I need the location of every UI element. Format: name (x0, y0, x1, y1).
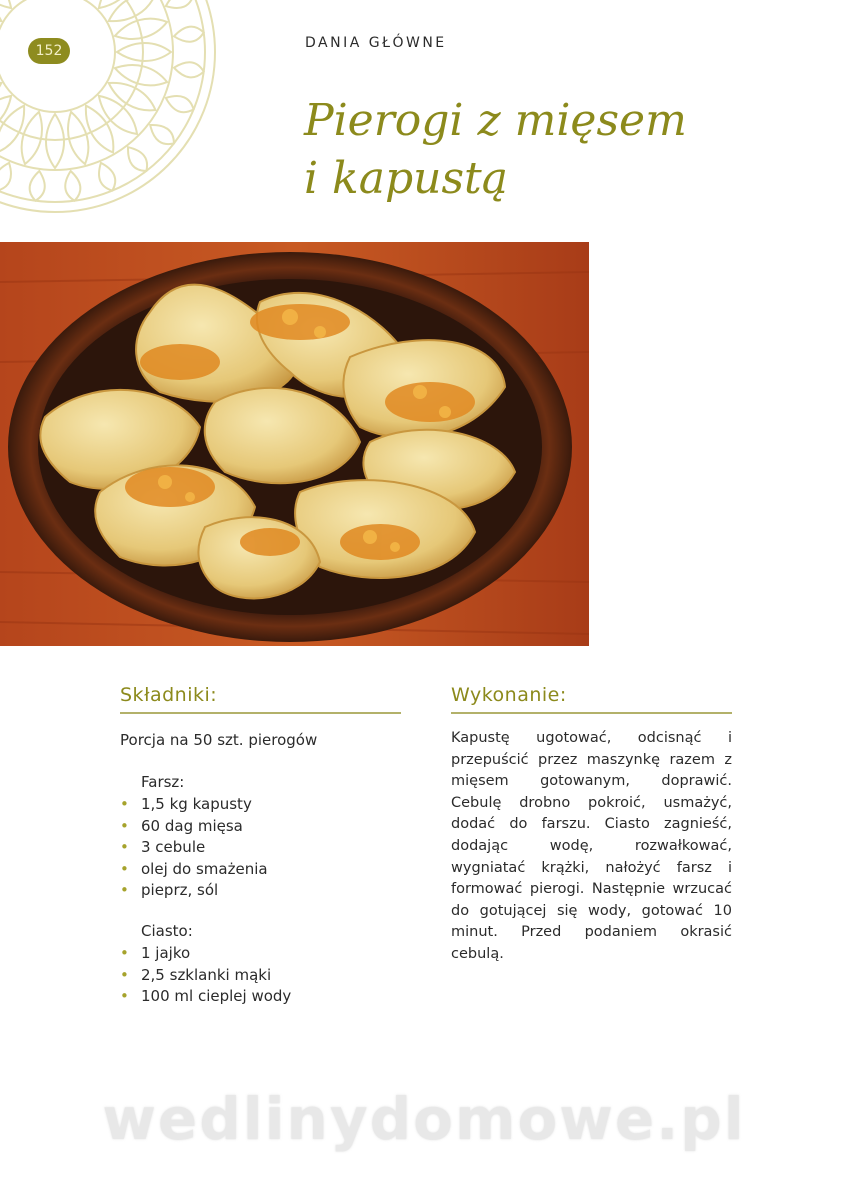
ingredients-heading: Składniki: (120, 684, 218, 706)
bullet-dot-icon: • (120, 859, 129, 878)
list-item: • 100 ml cieplej wody (120, 986, 291, 1008)
list-item: • 2,5 szklanki mąki (120, 965, 291, 987)
method-heading: Wykonanie: (451, 684, 567, 706)
page-number-badge: 152 (28, 38, 70, 64)
bullet-dot-icon: • (120, 987, 129, 1006)
list-item: • 3 cebule (120, 837, 268, 859)
recipe-title (304, 92, 824, 208)
portion-text: Porcja na 50 szt. pierogów (120, 731, 318, 749)
method-text: Kapustę ugotować, odcisnąć i przepuścić przez maszynkę razem z mięsem gotowanym, doprawić. Cebulę drobno pokroić, usmażyć, dodać do farszu. Ciasto zagnieść, dodając wodę, rozwałkować, wygniatać krążki, nałożyć farsz i formować pierogi. Następnie wrzucać do gotującej się wody, gotować 10 minut. Przed podaniem okrasić cebulą. (451, 730, 732, 962)
section-label: DANIA GŁÓWNE (305, 35, 447, 51)
list-item: • 1 jajko (120, 943, 291, 965)
dough-list (120, 943, 291, 1008)
bullet-dot-icon: • (120, 944, 129, 962)
dough-heading: Ciasto: (141, 922, 193, 940)
filling-list (120, 794, 268, 902)
filling-heading: Farsz: (141, 773, 185, 791)
mandala-ornament-icon (0, 0, 225, 222)
bullet-dot-icon: • (120, 838, 129, 857)
list-item: • 1,5 kg kapusty (120, 794, 268, 816)
list-item: • olej do smażenia (120, 859, 268, 881)
watermark: wedlinydomowe.pl (102, 1085, 746, 1153)
bullet-dot-icon: • (120, 816, 129, 835)
bullet-dot-icon: • (120, 881, 129, 900)
list-item: • 60 dag mięsa (120, 816, 268, 838)
recipe-title-line2: i kapustą (304, 153, 508, 204)
ingredients-divider (120, 712, 401, 714)
bullet-dot-icon: • (120, 795, 129, 813)
list-item: • pieprz, sól (120, 880, 268, 902)
bullet-dot-icon: • (120, 965, 129, 984)
dish-photo (0, 242, 589, 646)
method-divider (451, 712, 732, 714)
recipe-title-line1: Pierogi z mięsem (304, 95, 687, 146)
